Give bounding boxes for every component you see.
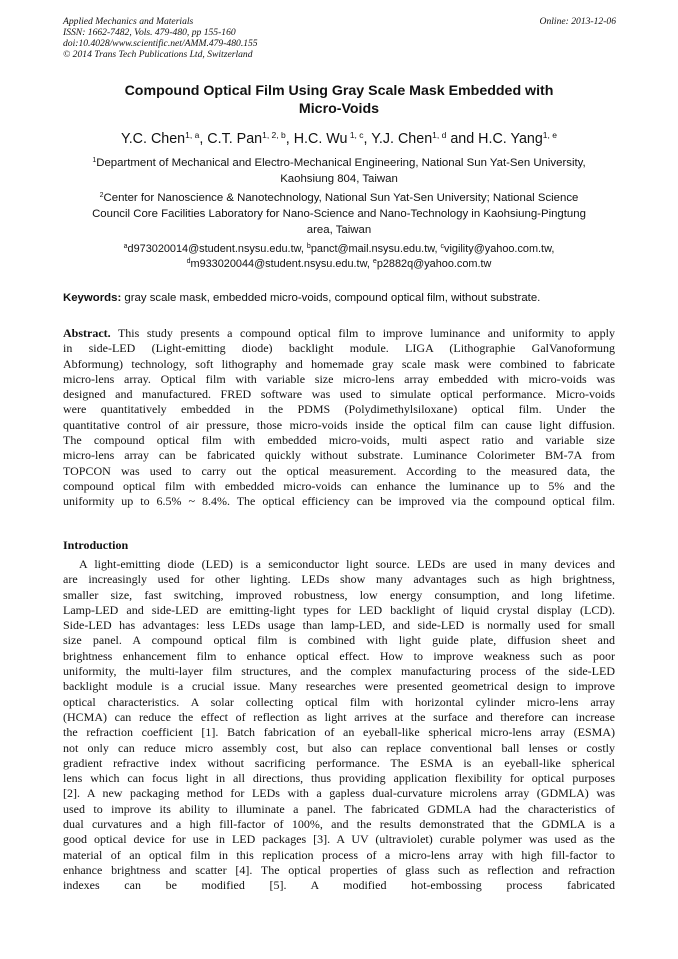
body-line: Lamp-LED and side-LED are emitting-light types for LED backlight of liquid crystal display (LCD). xyxy=(63,602,615,617)
body-line: [2]. A new packaging method for LEDs with a gapless dual-curvature microlens array (GDMLA) was xyxy=(63,786,615,801)
affiliation-marker: 2 xyxy=(99,192,104,199)
doi-link[interactable]: doi:10.4028/www.scientific.net/AMM.479-480.155 xyxy=(63,38,258,49)
body-line: lens which can focus light in all directions, thus providing application flexibility for optical purposes xyxy=(63,771,615,786)
paper-title xyxy=(70,82,608,118)
abstract-line: quantitative control of air pressure, those micro-voids inside the optical film can cause light diffusion. xyxy=(63,417,615,432)
affiliation-2 xyxy=(55,190,623,238)
body-line: material of an optical film in this replication process of a micro-lens array with high fill-factor to xyxy=(63,847,615,862)
affiliation-text: area, Taiwan xyxy=(306,224,372,236)
affiliation-text: Center for Nanoscience & Nanotechnology, National Sun Yat-Sen University; National Science xyxy=(103,192,579,204)
section-heading-introduction: Introduction xyxy=(63,538,129,552)
body-line: uniformity, the multi-layer film structures, and the complex manufacturing process of the side-LED xyxy=(63,664,615,679)
email-link[interactable]: vigility@yahoo.com.tw, xyxy=(444,243,555,255)
body-line: used to improve its ability to illuminate a panel. The fabricated GDMLA had the characteristics of xyxy=(63,801,615,816)
title-line-1: Compound Optical Film Using Gray Scale Mask Embedded with xyxy=(124,83,554,99)
author-name: C.T. Pan xyxy=(207,131,263,147)
abstract-line: TOPCON was used to carry out the optical measurement. According to the measured data, the xyxy=(63,463,615,478)
body-line: Side-LED has advantages: less LEDs usage than lamp-LED, and side-LED is normally used for small xyxy=(63,618,615,633)
body-line: are increasingly used for other lighting. LEDs show many advantages such as high brightness, xyxy=(63,572,615,587)
abstract-line: compound optical film with embedded micro-voids can enhance the luminance up to 5% and the xyxy=(63,478,615,493)
email-marker: c xyxy=(440,243,445,250)
body-line: good optical device for use in LED packages [3]. A UV (ultraviolet) curable polymer was used as the xyxy=(63,832,615,847)
author-affiliation-marker: 1, d xyxy=(432,130,447,140)
abstract-label: Abstract. xyxy=(63,326,111,340)
introduction-body xyxy=(63,557,615,894)
affiliation-text: Kaohsiung 804, Taiwan xyxy=(280,173,398,185)
email-marker: a xyxy=(123,243,128,250)
journal-header xyxy=(63,16,616,60)
body-line: backlight module is a crucial issue. Many researches were presented geometrical design to improve xyxy=(63,679,615,694)
keywords xyxy=(63,291,616,306)
body-line: smaller size, fast switching, improved robustness, low energy consumption, and long lifetime. xyxy=(63,587,615,602)
abstract-line: micro-lens array can be fabricated quickly without substrate. Luminance Colorimeter BM-7A from xyxy=(63,448,615,463)
abstract-line: were quantitatively embedded in the PDMS (Polydimethylsiloxane) optical film. Under the xyxy=(63,402,615,417)
affiliation-text: Department of Mechanical and Electro-Mechanical Engineering, National Sun Yat-Sen University, xyxy=(96,157,586,169)
author-affiliation-marker: 1, e xyxy=(542,130,557,140)
copyright-line: © 2014 Trans Tech Publications Ltd, Switzerland xyxy=(63,49,253,60)
body-line: optical characteristics. A solar collecting optical film with horizontal cylinder micro-lens array xyxy=(63,694,615,709)
body-line: gradient refractive index without sacrificing performance. The ESMA is an eyeball-like spherical xyxy=(63,755,615,770)
email-marker: e xyxy=(372,257,377,265)
email-link[interactable]: d973020014@student.nsysu.edu.tw, xyxy=(127,243,307,255)
keywords-label: Keywords: xyxy=(63,292,122,304)
author-separator: , xyxy=(285,131,294,147)
author-affiliation-marker: 1, c xyxy=(347,130,364,140)
author-name: Y.J. Chen xyxy=(371,131,433,147)
email-link[interactable]: p2882q@yahoo.com.tw xyxy=(376,257,492,270)
abstract-line: The compound optical film with embedded micro-voids, multi aspect ratio and variable size xyxy=(63,433,615,448)
body-line: size panel. A compound optical film is combined with light guide plate, diffusion sheet and xyxy=(63,633,615,648)
email-link[interactable]: m933020044@student.nsysu.edu.tw, xyxy=(190,257,373,270)
author-separator: and xyxy=(446,131,479,147)
body-line: enhance brightness and scatter [4]. The optical properties of glass such as reflection and refraction xyxy=(63,862,615,877)
online-date: Online: 2013-12-06 xyxy=(539,16,616,27)
abstract xyxy=(63,326,615,510)
abstract-line: designed and manufactured. FRED software was used to simulate optical performance. Micro-voids xyxy=(63,387,615,402)
affiliation-1 xyxy=(55,155,623,187)
author-affiliation-marker: 1, 2, b xyxy=(262,130,286,140)
author-name: H.C. Yang xyxy=(478,131,543,147)
email-marker: d xyxy=(186,257,191,265)
abstract-line: uniformity up to 6.5% ~ 8.4%. The optical efficiency can be improved via the compound optical film. xyxy=(63,494,615,509)
email-link[interactable]: panct@mail.nsysu.edu.tw, xyxy=(310,243,441,255)
abstract-line: in side-LED (Light-emitting diode) backlight module. LIGA (Lithographie GalVanoformung xyxy=(63,341,615,356)
body-line: indexes can be modified [5]. A modified hot-embossing process fabricated xyxy=(63,878,615,893)
body-line: the refraction coefficient [1]. Batch fabrication of an eyeball-like spherical micro-lens array (ESMA) xyxy=(63,725,615,740)
email-marker: b xyxy=(306,243,311,250)
author-separator: , xyxy=(199,131,208,147)
body-line: not only can reduce micro assembly cost, but also can replace conventional ball lenses or costly xyxy=(63,740,615,755)
affiliation-marker: 1 xyxy=(92,157,97,164)
abstract-line: Abstract. This study presents a compound optical film to improve luminance and uniformity to apply xyxy=(63,326,615,340)
title-line-2: Micro-Voids xyxy=(298,101,380,117)
body-line: dual curvatures and a high fill-factor of 100%, and the results demonstrated that the GDMLA is a xyxy=(63,817,615,832)
keywords-text: gray scale mask, embedded micro-voids, compound optical film, without substrate. xyxy=(121,292,541,304)
author-separator: , xyxy=(363,131,372,147)
abstract-line: micro-lens array. Optical film with variable size micro-lens array embedded with micro-voids was xyxy=(63,371,615,386)
author-affiliation-marker: 1, a xyxy=(185,130,200,140)
issn-line: ISSN: 1662-7482, Vols. 479-480, pp 155-160 xyxy=(63,27,236,38)
author-name: H.C. Wu xyxy=(293,131,348,147)
body-line: brightness enhancement film to enhance optical effect. How to improve weakness such as poor xyxy=(63,648,615,663)
journal-name: Applied Mechanics and Materials xyxy=(63,16,194,27)
author-list xyxy=(40,130,638,148)
body-line: A light-emitting diode (LED) is a semiconductor light source. LEDs are used in many devices and xyxy=(79,557,615,571)
body-line: (HCMA) can reduce the effect of reflection as light arrives at the surface and therefore can increase xyxy=(63,709,615,724)
affiliation-text: Council Core Facilities Laboratory for Nano-Science and Nano-Technology in Kaohsiung-Pingtung xyxy=(92,208,586,220)
author-name: Y.C. Chen xyxy=(121,131,186,147)
abstract-line: Abformung) technology, soft lithography and homemade gray scale mask were combined to fabricate xyxy=(63,356,615,371)
author-emails xyxy=(55,242,623,271)
